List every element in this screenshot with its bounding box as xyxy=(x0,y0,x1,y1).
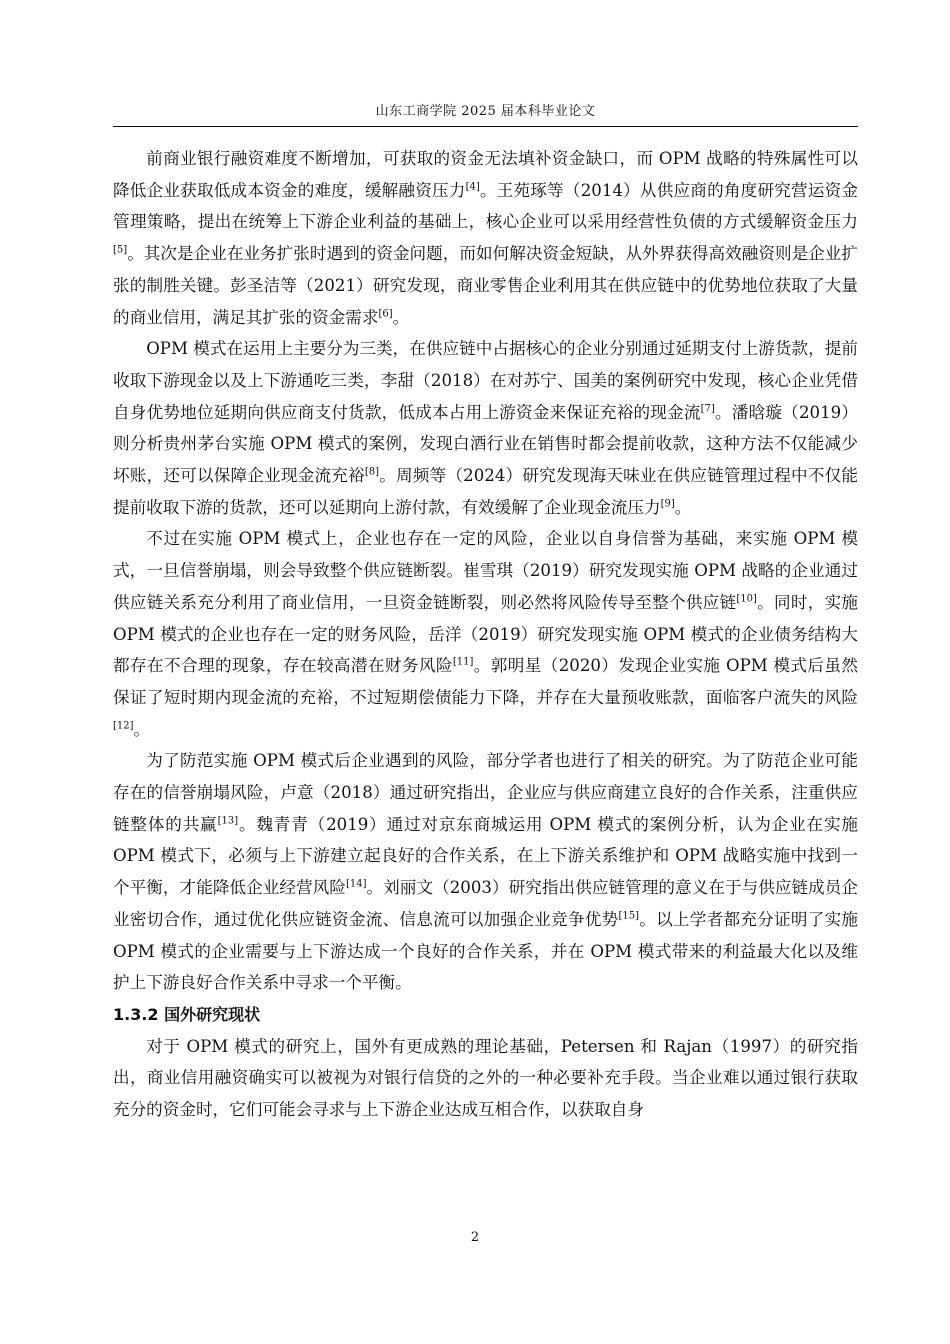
body-paragraph xyxy=(113,523,858,745)
body-paragraph xyxy=(113,745,858,999)
paragraph-text: 。 xyxy=(392,307,410,327)
paragraph-text: 。以上学者都充分证明了实施 OPM 模式的企业需要与上下游达成一个良好的合作关系，并在 OPM 模式带来的利益最大化以及维护上下游良好合作关系中寻求一个平衡。 xyxy=(113,909,859,993)
citation-ref: [6] xyxy=(378,307,393,319)
citation-ref: [8] xyxy=(364,466,380,478)
section-heading: 1.3.2 国外研究现状 xyxy=(113,1004,261,1024)
citation-ref: [12] xyxy=(113,720,134,732)
citation-ref: [4] xyxy=(465,181,480,193)
citation-ref: [15] xyxy=(618,910,639,922)
citation-ref: [14] xyxy=(345,878,367,890)
paragraph-text: 。 xyxy=(133,719,151,739)
paragraph-text: OPM 模式在运用上主要分为三类，在供应链中占据核心的企业分别通过延期支付上游货款，提前收取下游现金以及上下游通吃三类，李甜（2018）在对苏宁、国美的案例研究中发现，核心企业凭借自身优势地位延期向供应商支付货款，低成本占用上游资金来保证充裕的现金流 xyxy=(113,339,858,422)
body-paragraph xyxy=(113,143,858,333)
paragraph-text: 。王苑琢等（2014）从供应商的角度研究营运资金管理策略，提出在统筹上下游企业利益的基础上，核心企业可以采用经营性负债的方式缓解资金压力 xyxy=(113,180,858,232)
citation-ref: [10] xyxy=(736,593,757,605)
paragraph-text: 前商业银行融资难度不断增加，可获取的资金无法填补资金缺口，而 OPM 战略的特殊属性可以降低企业获取低成本资金的难度，缓解融资压力 xyxy=(113,149,858,200)
citation-ref: [9] xyxy=(660,498,675,510)
citation-ref: [13] xyxy=(217,815,239,827)
paragraph-text: 。魏青青（2019）通过对京东商城运用 OPM 模式的案例分析，认为企业在实施 OPM 模式下，必须与上下游建立起良好的合作关系，在上下游关系维护和 OPM 战略实施中找到一个平衡，才能降低企业经营风险 xyxy=(113,814,858,898)
body-paragraph xyxy=(113,333,858,523)
citation-ref: [11] xyxy=(452,656,474,668)
citation-ref: [5] xyxy=(113,244,128,256)
document-body xyxy=(113,143,858,1126)
paragraph-text: 。郭明星（2020）发现企业实施 OPM 模式后虽然保证了短时期内现金流的充裕，不过短期偿债能力下降，并存在大量预收账款，面临客户流失的风险 xyxy=(113,656,858,707)
paragraph-text: 。周频等（2024）研究发现海天味业在供应链管理过程中不仅能提前收取下游的货款，还可以延期向上游付款，有效缓解了企业现金流压力 xyxy=(113,466,859,517)
header-divider xyxy=(113,126,858,127)
paragraph-text: 。刘丽文（2003）研究指出供应链管理的意义在于与供应链成员企业密切合作，通过优化供应链资金流、信息流可以加强企业竞争优势 xyxy=(113,878,859,929)
paragraph-text: 。潘晗璇（2019）则分析贵州茅台实施 OPM 模式的案例，发现白酒行业在销售时都会提前收款，这种方法不仅能减少坏账，还可以保障企业现金流充裕 xyxy=(113,402,858,486)
paragraph-text: 。其次是企业在业务扩张时遇到的资金问题，而如何解决资金短缺，从外界获得高效融资则是企业扩张的制胜关键。彭圣洁等（2021）研究发现，商业零售企业利用其在供应链中的优势地位获取了大量的商业信用，满足其扩张的资金需求 xyxy=(113,244,858,327)
paragraph-text: 为了防范实施 OPM 模式后企业遇到的风险，部分学者也进行了相关的研究。为了防范企业可能存在的信誉崩塌风险，卢意（2018）通过研究指出，企业应与供应商建立良好的合作关系，注重供应链整体的共赢 xyxy=(113,751,858,834)
page-header: 山东工商学院 2025 届本科毕业论文 xyxy=(375,104,596,119)
page-number: 2 xyxy=(470,1230,480,1245)
citation-ref: [7] xyxy=(700,403,715,415)
paragraph-text: 不过在实施 OPM 模式上，企业也存在一定的风险，企业以自身信誉为基础，来实施 OPM 模式，一旦信誉崩塌，则会导致整个供应链断裂。崔雪琪（2019）研究发现实施 OPM 战略的企业通过供应链关系充分利用了商业信用，一旦资金链断裂，则必然将风险传导至整个供应链 xyxy=(113,529,858,612)
paragraph-text: 。 xyxy=(674,497,692,517)
paragraph-text: 。同时，实施 OPM 模式的企业也存在一定的财务风险，岳洋（2019）研究发现实施 OPM 模式的企业债务结构大都存在不合理的现象，存在较高潜在财务风险 xyxy=(113,592,859,676)
body-paragraph: 对于 OPM 模式的研究上，国外有更成熟的理论基础，Petersen 和 Rajan（1997）的研究指出，商业信用融资确实可以被视为对银行信贷的之外的一种必要补充手段。当企业难以通过银行获取充分的资金时，它们可能会寻求与上下游企业达成互相合作，以获取自身 xyxy=(113,1036,858,1120)
